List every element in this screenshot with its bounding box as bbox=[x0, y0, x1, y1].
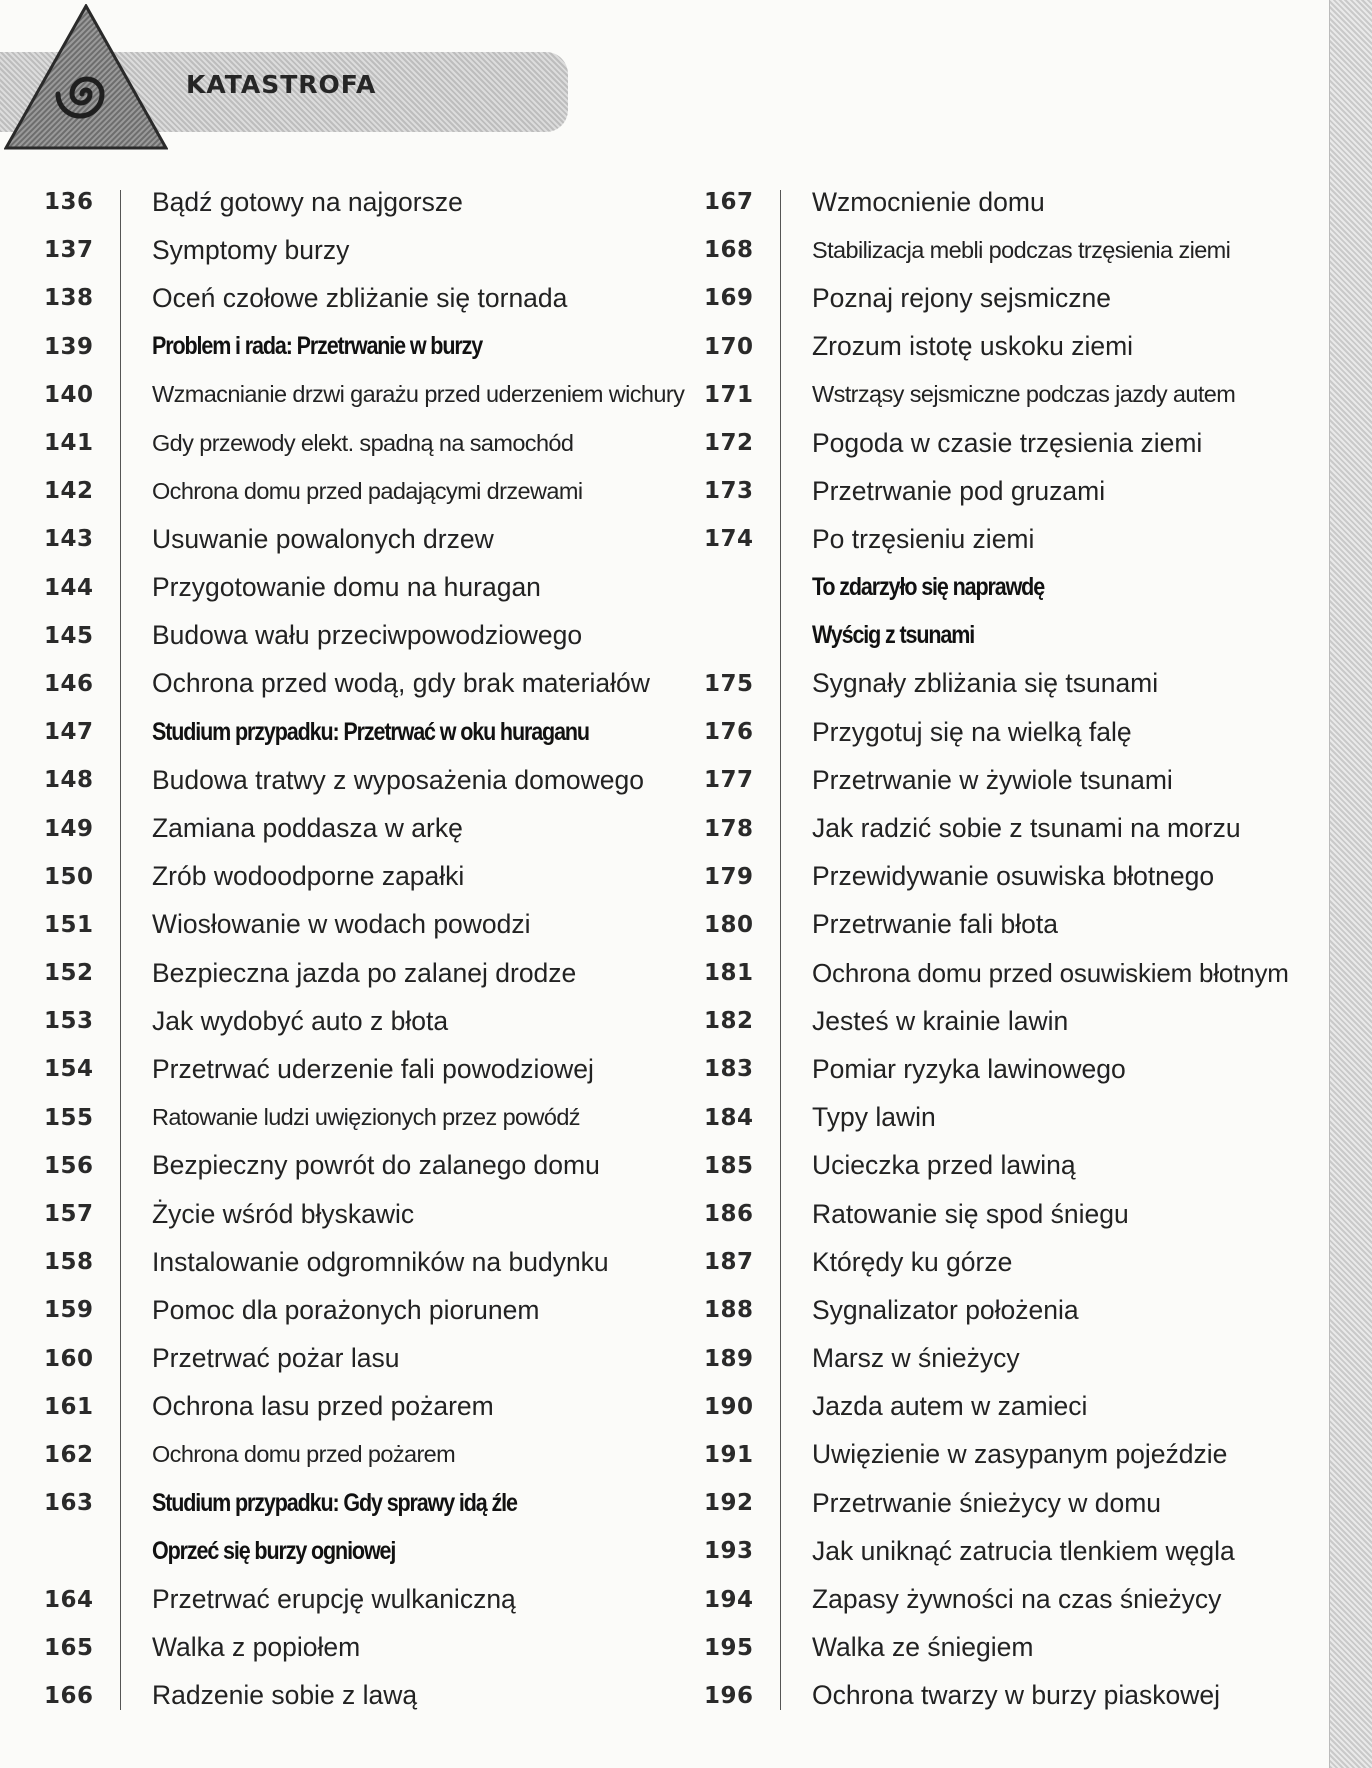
entry-number: 137 bbox=[44, 237, 94, 264]
entry-number: 178 bbox=[704, 815, 754, 842]
toc-entry bbox=[704, 419, 1289, 467]
entry-number: 159 bbox=[44, 1297, 94, 1324]
entry-number: 160 bbox=[44, 1345, 94, 1372]
entry-number: 196 bbox=[704, 1682, 754, 1709]
toc-entry bbox=[44, 1286, 684, 1334]
toc-entry bbox=[44, 756, 684, 804]
entry-number: 162 bbox=[44, 1441, 94, 1468]
toc-entry bbox=[704, 226, 1289, 274]
entry-title: Jak radzić sobie z tsunami na morzu bbox=[812, 813, 1241, 844]
toc-entry bbox=[704, 660, 1289, 708]
entry-number: 191 bbox=[704, 1441, 754, 1468]
toc-column-left bbox=[44, 178, 684, 1720]
feature-entry-title: Studium przypadku: Przetrwać w oku huraganu bbox=[152, 717, 589, 746]
entry-number: 184 bbox=[704, 1104, 754, 1131]
toc-entry bbox=[44, 997, 684, 1045]
entry-title: Walka z popiołem bbox=[152, 1632, 361, 1663]
toc-entry bbox=[704, 1383, 1289, 1431]
toc-entry bbox=[44, 226, 684, 274]
entry-number: 169 bbox=[704, 285, 754, 312]
entry-title: Zapasy żywności na czas śnieżycy bbox=[812, 1584, 1222, 1615]
toc-entry bbox=[704, 756, 1289, 804]
toc-entry bbox=[704, 804, 1289, 852]
toc-entry bbox=[44, 274, 684, 322]
entry-number: 174 bbox=[704, 526, 754, 553]
feature-entry-title: Wyścig z tsunami bbox=[812, 621, 975, 650]
toc-entry bbox=[704, 1431, 1289, 1479]
entry-title: Oceń czołowe zbliżanie się tornada bbox=[152, 282, 568, 313]
entry-title: Jak uniknąć zatrucia tlenkiem węgla bbox=[812, 1535, 1235, 1566]
entry-number: 177 bbox=[704, 767, 754, 794]
entry-title: Typy lawin bbox=[812, 1102, 936, 1133]
toc-entry bbox=[44, 612, 684, 660]
toc-entry bbox=[704, 564, 1289, 612]
toc-entry bbox=[44, 1672, 684, 1720]
toc-entry bbox=[44, 949, 684, 997]
entry-title: Zrozum istotę uskoku ziemi bbox=[812, 331, 1134, 362]
toc-entry bbox=[704, 1624, 1289, 1672]
entry-title: Przygotuj się na wielką falę bbox=[812, 716, 1132, 747]
entry-number: 152 bbox=[44, 960, 94, 987]
toc-entry bbox=[44, 1527, 684, 1575]
toc-entry bbox=[704, 949, 1289, 997]
entry-number: 158 bbox=[44, 1249, 94, 1276]
entry-title: Bezpieczny powrót do zalanego domu bbox=[152, 1150, 600, 1181]
entry-title: Ucieczka przed lawiną bbox=[812, 1150, 1076, 1181]
entry-title: Gdy przewody elekt. spadną na samochód bbox=[152, 429, 574, 456]
entry-number: 141 bbox=[44, 430, 94, 457]
entry-number: 155 bbox=[44, 1104, 94, 1131]
entry-title: Sygnały zbliżania się tsunami bbox=[812, 668, 1159, 699]
entry-number: 185 bbox=[704, 1152, 754, 1179]
entry-title: Budowa wału przeciwpowodziowego bbox=[152, 620, 583, 651]
entry-number: 195 bbox=[704, 1634, 754, 1661]
entry-title: Pogoda w czasie trzęsienia ziemi bbox=[812, 427, 1203, 458]
entry-title: Sygnalizator położenia bbox=[812, 1294, 1079, 1325]
entry-title: Jak wydobyć auto z błota bbox=[152, 1005, 449, 1036]
entry-number: 173 bbox=[704, 478, 754, 505]
entry-title: Ochrona przed wodą, gdy brak materiałów bbox=[152, 668, 650, 699]
entry-number: 145 bbox=[44, 622, 94, 649]
toc-entry bbox=[44, 1479, 684, 1527]
entry-title: Ratowanie ludzi uwięzionych przez powódź bbox=[152, 1104, 580, 1131]
entry-number: 168 bbox=[704, 237, 754, 264]
triangle-spiral-icon bbox=[4, 4, 168, 150]
entry-number: 157 bbox=[44, 1201, 94, 1228]
feature-entry-title: Problem i rada: Przetrwanie w burzy bbox=[152, 332, 483, 361]
toc-entry bbox=[44, 515, 684, 563]
entry-number: 175 bbox=[704, 670, 754, 697]
entry-number: 192 bbox=[704, 1490, 754, 1517]
entry-title: Przetrwać uderzenie fali powodziowej bbox=[152, 1053, 594, 1084]
feature-entry-title: To zdarzyło się naprawdę bbox=[812, 573, 1045, 602]
entry-number: 176 bbox=[704, 719, 754, 746]
feature-entry-title: Oprzeć się burzy ogniowej bbox=[152, 1536, 396, 1565]
toc-entry bbox=[44, 1238, 684, 1286]
toc-entry bbox=[704, 901, 1289, 949]
toc-entry bbox=[44, 1383, 684, 1431]
entry-number: 161 bbox=[44, 1393, 94, 1420]
toc-entry bbox=[704, 1335, 1289, 1383]
toc-entry bbox=[704, 1672, 1289, 1720]
entry-title: Ochrona twarzy w burzy piaskowej bbox=[812, 1680, 1220, 1711]
toc-entry bbox=[44, 1142, 684, 1190]
toc-entry bbox=[704, 997, 1289, 1045]
entry-number: 182 bbox=[704, 1008, 754, 1035]
toc-entry bbox=[44, 467, 684, 515]
entry-number: 144 bbox=[44, 574, 94, 601]
entry-number: 146 bbox=[44, 670, 94, 697]
toc-entry bbox=[704, 1142, 1289, 1190]
entry-title: Przygotowanie domu na huragan bbox=[152, 572, 541, 603]
entry-title: Przetrwanie w żywiole tsunami bbox=[812, 764, 1173, 795]
toc-entry bbox=[44, 804, 684, 852]
toc-entry bbox=[44, 178, 684, 226]
entry-title: Jesteś w krainie lawin bbox=[812, 1005, 1069, 1036]
entry-title: Przetrwanie śnieżycy w domu bbox=[812, 1487, 1162, 1518]
page-edge-shadow bbox=[1329, 0, 1372, 1768]
toc-entry bbox=[704, 1527, 1289, 1575]
entry-title: Walka ze śniegiem bbox=[812, 1632, 1034, 1663]
entry-number: 150 bbox=[44, 863, 94, 890]
entry-title: Ochrona domu przed pożarem bbox=[152, 1441, 456, 1468]
entry-number: 167 bbox=[704, 189, 754, 216]
entry-title: Wstrząsy sejsmiczne podczas jazdy autem bbox=[812, 381, 1236, 408]
entry-number: 136 bbox=[44, 189, 94, 216]
entry-number: 181 bbox=[704, 960, 754, 987]
entry-title: Którędy ku górze bbox=[812, 1246, 1013, 1277]
toc-entry bbox=[704, 1190, 1289, 1238]
toc-entry bbox=[44, 323, 684, 371]
toc-entry bbox=[704, 708, 1289, 756]
entry-title: Przetrwać erupcję wulkaniczną bbox=[152, 1584, 516, 1615]
entry-number: 172 bbox=[704, 430, 754, 457]
entry-title: Ochrona domu przed padającymi drzewami bbox=[152, 477, 583, 504]
entry-title: Bądź gotowy na najgorsze bbox=[152, 186, 463, 217]
entry-number: 147 bbox=[44, 719, 94, 746]
entry-title: Wiosłowanie w wodach powodzi bbox=[152, 909, 531, 940]
entry-title: Przetrwać pożar lasu bbox=[152, 1343, 400, 1374]
entry-number: 193 bbox=[704, 1538, 754, 1565]
toc-entry bbox=[44, 1190, 684, 1238]
toc-entry bbox=[704, 1094, 1289, 1142]
toc-entry bbox=[44, 1045, 684, 1093]
entry-number: 154 bbox=[44, 1056, 94, 1083]
entry-number: 180 bbox=[704, 911, 754, 938]
entry-title: Uwięzienie w zasypanym pojeździe bbox=[812, 1439, 1228, 1470]
entry-number: 139 bbox=[44, 333, 94, 360]
entry-title: Poznaj rejony sejsmiczne bbox=[812, 282, 1111, 313]
entry-number: 179 bbox=[704, 863, 754, 890]
entry-title: Po trzęsieniu ziemi bbox=[812, 523, 1035, 554]
entry-title: Ochrona domu przed osuwiskiem błotnym bbox=[812, 957, 1289, 988]
feature-entry-title: Studium przypadku: Gdy sprawy idą źle bbox=[152, 1488, 517, 1517]
entry-title: Przetrwanie pod gruzami bbox=[812, 475, 1106, 506]
toc-entry bbox=[44, 1575, 684, 1623]
entry-number: 170 bbox=[704, 333, 754, 360]
entry-number: 151 bbox=[44, 911, 94, 938]
entry-title: Zrób wodoodporne zapałki bbox=[152, 861, 465, 892]
entry-title: Usuwanie powalonych drzew bbox=[152, 523, 494, 554]
entry-number: 187 bbox=[704, 1249, 754, 1276]
toc-entry bbox=[704, 1575, 1289, 1623]
toc-entry bbox=[704, 274, 1289, 322]
toc-entry bbox=[44, 371, 684, 419]
toc-entry bbox=[44, 660, 684, 708]
toc-entry bbox=[704, 1286, 1289, 1334]
toc-entry bbox=[704, 853, 1289, 901]
toc-entry bbox=[704, 371, 1289, 419]
toc-entry bbox=[704, 178, 1289, 226]
toc-entry bbox=[44, 1335, 684, 1383]
toc-entry bbox=[44, 564, 684, 612]
entry-title: Instalowanie odgromników na budynku bbox=[152, 1246, 609, 1277]
entry-title: Bezpieczna jazda po zalanej drodze bbox=[152, 957, 577, 988]
toc-entry bbox=[704, 612, 1289, 660]
entry-number: 153 bbox=[44, 1008, 94, 1035]
entry-title: Wzmacnianie drzwi garażu przed uderzeniem wichury bbox=[152, 381, 685, 408]
entry-title: Ochrona lasu przed pożarem bbox=[152, 1391, 494, 1422]
toc-entry bbox=[44, 901, 684, 949]
entry-number: 188 bbox=[704, 1297, 754, 1324]
entry-number: 148 bbox=[44, 767, 94, 794]
entry-title: Symptomy burzy bbox=[152, 234, 350, 265]
entry-number: 190 bbox=[704, 1393, 754, 1420]
entry-number: 183 bbox=[704, 1056, 754, 1083]
entry-number: 171 bbox=[704, 381, 754, 408]
toc-entry bbox=[704, 1479, 1289, 1527]
toc-column-right bbox=[704, 178, 1289, 1720]
entry-title: Wzmocnienie domu bbox=[812, 186, 1045, 217]
entry-title: Zamiana poddasza w arkę bbox=[152, 813, 463, 844]
entry-number: 189 bbox=[704, 1345, 754, 1372]
entry-number: 149 bbox=[44, 815, 94, 842]
entry-title: Życie wśród błyskawic bbox=[152, 1198, 415, 1229]
entry-number: 156 bbox=[44, 1152, 94, 1179]
entry-number: 142 bbox=[44, 478, 94, 505]
toc-entry bbox=[44, 419, 684, 467]
toc-entry bbox=[44, 1431, 684, 1479]
toc-entry bbox=[704, 467, 1289, 515]
entry-number: 166 bbox=[44, 1682, 94, 1709]
entry-number: 143 bbox=[44, 526, 94, 553]
entry-title: Stabilizacja mebli podczas trzęsienia ziemi bbox=[812, 236, 1231, 263]
entry-title: Przetrwanie fali błota bbox=[812, 909, 1058, 940]
toc-entry bbox=[704, 1238, 1289, 1286]
entry-number: 194 bbox=[704, 1586, 754, 1613]
entry-number: 138 bbox=[44, 285, 94, 312]
entry-title: Budowa tratwy z wyposażenia domowego bbox=[152, 764, 644, 795]
entry-number: 164 bbox=[44, 1586, 94, 1613]
toc-entry bbox=[44, 853, 684, 901]
section-title: KATASTROFA bbox=[186, 70, 377, 99]
entry-number: 165 bbox=[44, 1634, 94, 1661]
entry-title: Pomiar ryzyka lawinowego bbox=[812, 1053, 1126, 1084]
entry-title: Radzenie sobie z lawą bbox=[152, 1680, 418, 1711]
entry-title: Przewidywanie osuwiska błotnego bbox=[812, 861, 1215, 892]
toc-entry bbox=[44, 1624, 684, 1672]
entry-title: Jazda autem w zamieci bbox=[812, 1391, 1088, 1422]
toc-entry bbox=[44, 1094, 684, 1142]
entry-title: Ratowanie się spod śniegu bbox=[812, 1198, 1129, 1229]
entry-title: Pomoc dla porażonych piorunem bbox=[152, 1294, 540, 1325]
toc-entry bbox=[704, 323, 1289, 371]
entry-title: Marsz w śnieżycy bbox=[812, 1343, 1020, 1374]
toc-entry bbox=[704, 515, 1289, 563]
toc-entry bbox=[44, 708, 684, 756]
toc-entry bbox=[704, 1045, 1289, 1093]
entry-number: 186 bbox=[704, 1201, 754, 1228]
entry-number: 140 bbox=[44, 381, 94, 408]
entry-number: 163 bbox=[44, 1490, 94, 1517]
